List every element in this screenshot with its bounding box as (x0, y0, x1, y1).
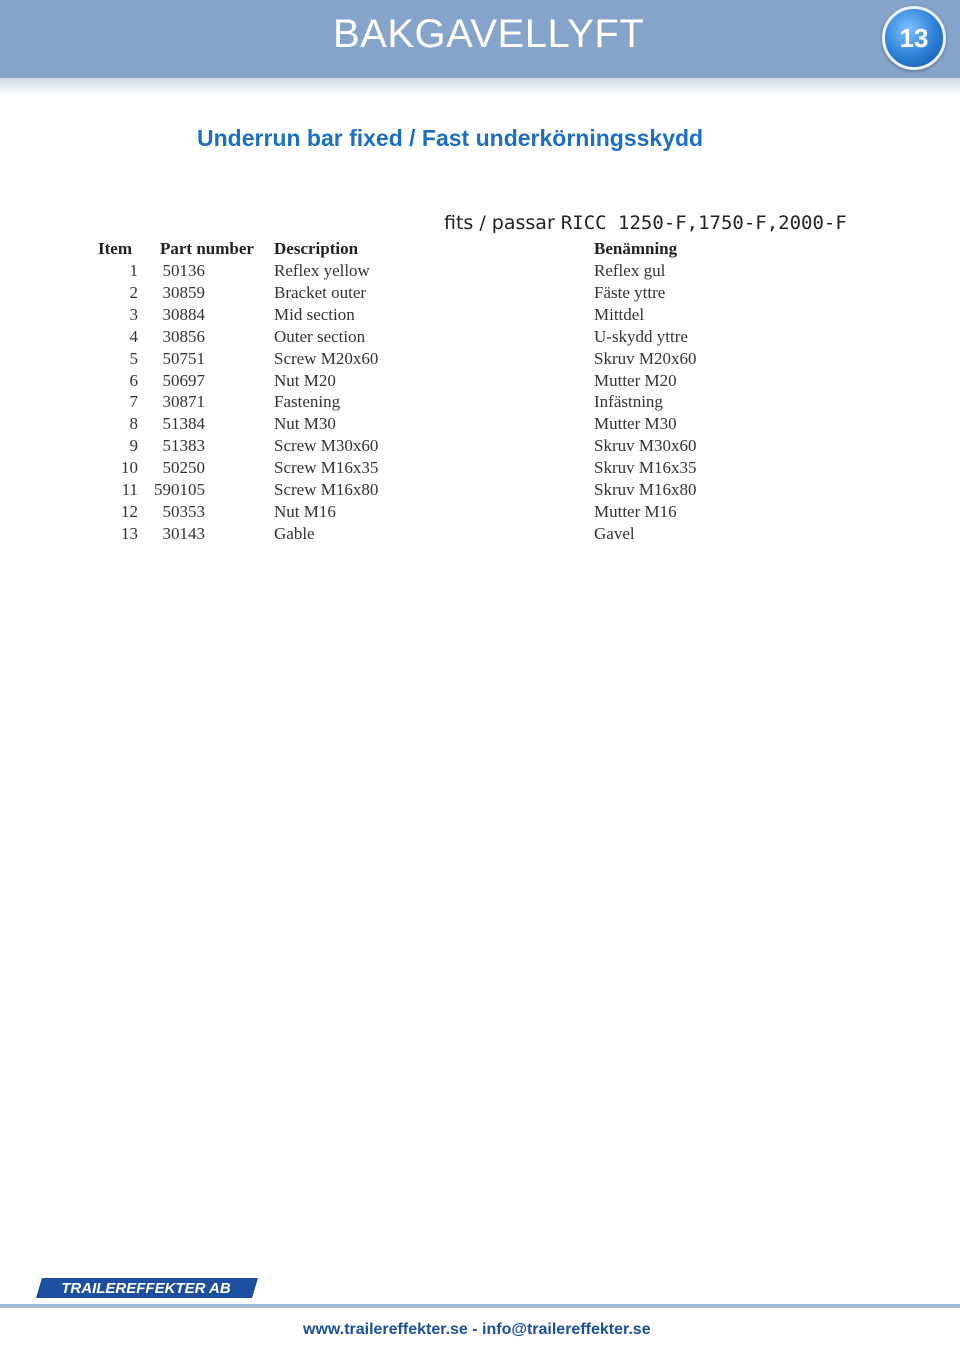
table-row (0, 435, 960, 457)
benamning: Fäste yttre (594, 282, 666, 302)
table-row (0, 479, 960, 501)
part-number: 50136 (162, 261, 205, 280)
part-number: 51383 (162, 436, 205, 456)
part-number: 30871 (162, 392, 205, 412)
part-number: 51384 (162, 414, 205, 434)
item-number: 13 (121, 523, 138, 543)
table-row (0, 457, 960, 479)
logo-text: TRAILEREFFEKTER AB (61, 1280, 231, 1297)
item-number: 8 (129, 414, 138, 434)
table-header (0, 238, 960, 260)
item-number: 11 (121, 480, 138, 499)
benamning: Skruv M30x60 (594, 436, 697, 456)
description: Screw M16x80 (274, 480, 379, 499)
part-number: 50697 (162, 370, 205, 390)
fits-models (444, 212, 847, 234)
description: Nut M30 (274, 414, 336, 434)
item-number: 12 (121, 501, 138, 521)
description: Screw M30x60 (274, 436, 379, 456)
part-number: 50250 (162, 458, 205, 478)
item-number: 1 (129, 261, 138, 280)
fits-model-list: RICC 1250-F,1750-F,2000-F (560, 212, 847, 234)
description: Outer section (274, 326, 366, 346)
table-row (0, 501, 960, 523)
item-number: 6 (129, 370, 138, 390)
header-divider (0, 78, 960, 96)
description: Reflex yellow (274, 261, 370, 280)
benamning: Mutter M20 (594, 370, 677, 390)
description: Screw M20x60 (274, 348, 379, 368)
part-number: 30856 (162, 326, 205, 346)
page-title: BAKGAVELLYFT (333, 12, 645, 56)
table-row (0, 326, 960, 348)
item-number: 9 (129, 436, 138, 456)
footer-divider (0, 1304, 960, 1308)
description: Nut M20 (274, 370, 336, 390)
description: Screw M16x35 (274, 458, 379, 478)
column-header-benamning: Benämning (594, 239, 678, 258)
table-row (0, 282, 960, 304)
item-number: 4 (129, 326, 138, 346)
description: Mid section (274, 304, 355, 324)
part-number: 30859 (162, 282, 205, 302)
table-row (0, 523, 960, 545)
benamning: Mutter M30 (594, 414, 677, 434)
item-number: 3 (129, 304, 138, 324)
part-number: 30143 (162, 523, 205, 543)
column-header-description: Description (274, 239, 359, 258)
description: Gable (274, 523, 315, 543)
benamning: Skruv M16x80 (594, 480, 697, 499)
benamning: Skruv M20x60 (594, 348, 697, 368)
table-row (0, 370, 960, 392)
benamning: Infästning (594, 392, 663, 412)
table-row (0, 348, 960, 370)
page-number-badge: 13 (882, 6, 946, 70)
item-number: 7 (129, 392, 138, 412)
column-header-item: Item (98, 239, 132, 258)
part-number: 50751 (162, 348, 205, 368)
item-number: 10 (121, 458, 138, 478)
trailereffekter-logo (36, 1276, 258, 1300)
table-row (0, 413, 960, 435)
column-header-part-number: Part number (160, 239, 254, 258)
section-subtitle: Underrun bar fixed / Fast underkörningsskydd (197, 125, 704, 151)
item-number: 2 (129, 282, 138, 302)
footer-contact: www.trailereffekter.se - info@trailereffekter.se (303, 1321, 651, 1338)
benamning: Mittdel (594, 304, 645, 324)
description: Bracket outer (274, 282, 367, 302)
fits-prefix: fits / passar (444, 212, 555, 234)
benamning: Gavel (594, 523, 635, 543)
table-row (0, 260, 960, 282)
part-number: 30884 (162, 304, 205, 324)
benamning: Reflex gul (594, 261, 666, 280)
benamning: Skruv M16x35 (594, 458, 697, 478)
description: Nut M16 (274, 501, 336, 521)
benamning: Mutter M16 (594, 501, 677, 521)
part-number: 590105 (154, 480, 205, 499)
description: Fastening (274, 392, 341, 412)
table-row (0, 391, 960, 413)
benamning: U-skydd yttre (594, 326, 688, 346)
table-row (0, 304, 960, 326)
part-number: 50353 (162, 501, 205, 521)
item-number: 5 (129, 348, 138, 368)
